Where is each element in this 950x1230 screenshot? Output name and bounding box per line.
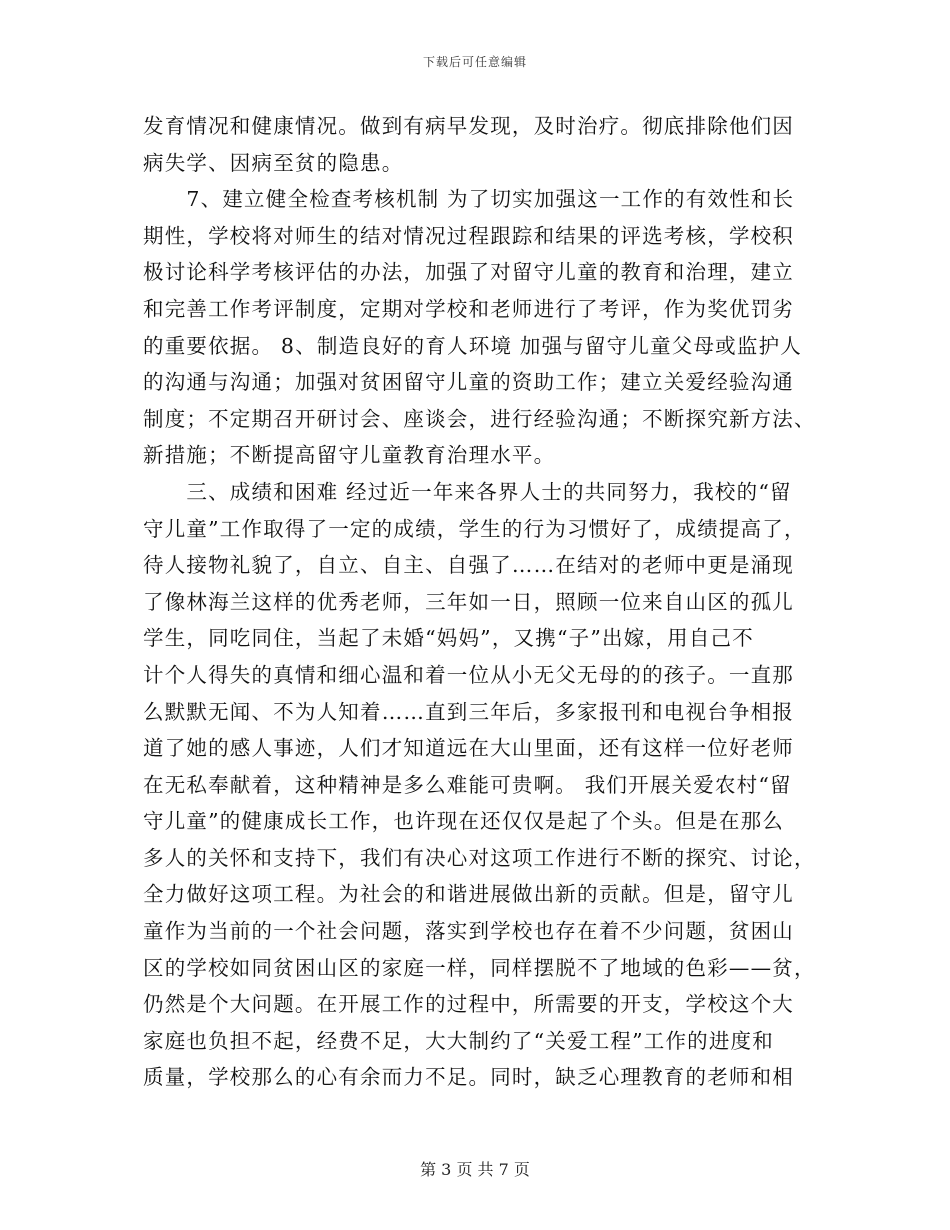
text-line: 质量，学校那么的心有余而力不足。同时，缺乏心理教育的老师和相: [143, 1065, 794, 1090]
text-line: 发育情况和健康情况。做到有病早发现，及时治疗。彻底排除他们因: [143, 114, 794, 138]
text-line: 多人的关怀和支持下，我们有决心对这项工作进行不断的探究、讨论，: [143, 845, 816, 870]
page-header: 下载后可任意编辑: [422, 55, 527, 69]
text-line: 么默默无闻、不为人知着……直到三年后，多家报刊和电视台争相报: [143, 699, 794, 724]
text-line: 区的学校如同贫困山区的家庭一样，同样摆脱不了地域的色彩——贫，: [143, 955, 816, 980]
text-line: 在无私奉献着，这种精神是多么难能可贵啊。 我们开展关爱农村“留: [143, 772, 792, 797]
text-line: 病失学、因病至贫的隐患。: [143, 150, 404, 175]
text-line: 了像林海兰这样的优秀老师，三年如一日，照顾一位来自山区的孤儿: [143, 589, 794, 614]
text-line: 道了她的感人事迹，人们才知道远在大山里面，还有这样一位好老师: [143, 736, 794, 761]
text-line: 极讨论科学考核评估的办法，加强了对留守儿童的教育和治理，建立: [143, 260, 794, 285]
text-line: 家庭也负担不起，经费不足，大大制约了“关爱工程”工作的进度和: [143, 1028, 774, 1053]
text-line: 和完善工作考评制度，定期对学校和老师进行了考评，作为奖优罚劣: [143, 296, 794, 321]
text-line: 计个人得失的真情和细心温和着一位从小无父无母的的孩子。一直那: [143, 662, 794, 687]
text-line: 全力做好这项工程。为社会的和谐进展做出新的贡献。但是，留守儿: [143, 882, 794, 907]
text-line: 守儿童”的健康成长工作，也许现在还仅仅是起了个头。但是在那么: [143, 809, 784, 834]
text-line: 制度；不定期召开研讨会、座谈会，进行经验沟通；不断探究新方法、: [143, 406, 816, 431]
text-line: 仍然是个大问题。在开展工作的过程中，所需要的开支，学校这个大: [143, 992, 794, 1017]
text-line: 守儿童”工作取得了一定的成绩，学生的行为习惯好了，成绩提高了，: [143, 516, 806, 541]
document-body: [143, 108, 816, 1096]
text-line: 三、成绩和困难 经过近一年来各界人士的共同努力，我校的“留: [143, 479, 792, 504]
text-line: 7、建立健全检查考核机制 为了切实加强这一工作的有效性和长: [143, 187, 795, 212]
text-line: 期性，学校将对师生的结对情况过程跟踪和结果的评选考核，学校积: [143, 223, 794, 248]
text-line: 学生，同吃同住，当起了未婚“妈妈”，又携“子”出嫁，用自己不: [143, 626, 754, 651]
page-footer: 第 3 页 共 7 页: [420, 1160, 530, 1179]
text-line: 待人接物礼貌了，自立、自主、自强了……在结对的老师中更是涌现: [143, 553, 794, 578]
text-line: 童作为当前的一个社会问题，落实到学校也存在着不少问题，贫困山: [143, 919, 794, 944]
text-line: 新措施；不断提高留守儿童教育治理水平。: [143, 443, 556, 468]
text-line: 的沟通与沟通；加强对贫困留守儿童的资助工作；建立关爱经验沟通: [143, 370, 794, 395]
text-line: 的重要依据。 8、制造良好的育人环境 加强与留守儿童父母或监护人: [143, 333, 802, 358]
